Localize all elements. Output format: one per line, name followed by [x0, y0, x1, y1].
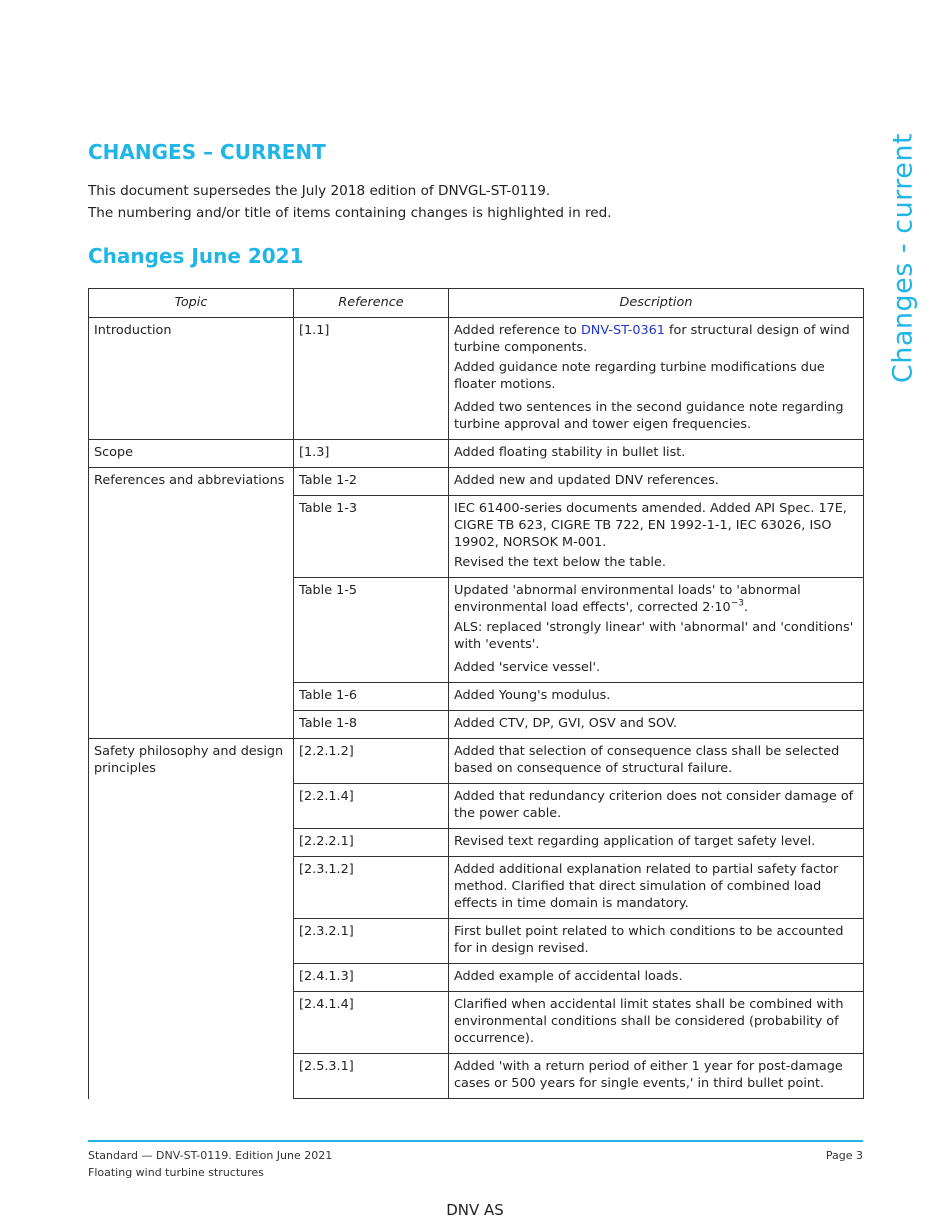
- description-cell: Added floating stability in bullet list.: [449, 440, 864, 468]
- description-text: IEC 61400-series documents amended. Added API Spec. 17E, CIGRE TB 623, CIGRE TB 722, EN 1992-1-1, IEC 63026, ISO 19902, NORSOK M-001.: [454, 501, 847, 550]
- reference-link[interactable]: Table 1-5: [294, 578, 449, 683]
- description-cell: Added 'with a return period of either 1 year for post-damage cases or 500 years for single events,' in third bullet point.: [449, 1054, 864, 1099]
- header-description: Description: [449, 289, 864, 318]
- section-heading: Changes June 2021: [88, 244, 304, 268]
- description-cell: Added additional explanation related to partial safety factor method. Clarified that direct simulation of combined load effects in time domain is mandatory.: [449, 857, 864, 919]
- description-text: [454, 582, 858, 616]
- reference-link[interactable]: [2.2.2.1]: [294, 829, 449, 857]
- description-text: ALS: replaced 'strongly linear' with 'abnormal' and 'conditions' with 'events'.: [454, 620, 854, 652]
- intro-line-2: The numbering and/or title of items containing changes is highlighted in red.: [88, 205, 612, 221]
- exponent: −3: [730, 598, 744, 609]
- description-fragment: Added reference to: [454, 323, 581, 338]
- footer-divider: [88, 1140, 863, 1142]
- description-text: Revised the text below the table.: [454, 555, 666, 570]
- description-cell: [449, 496, 864, 578]
- reference-link[interactable]: [2.5.3.1]: [294, 1054, 449, 1099]
- reference-link[interactable]: [2.4.1.4]: [294, 992, 449, 1054]
- description-text: Added guidance note regarding turbine modifications due floater motions.: [454, 360, 825, 392]
- table-row: [89, 318, 864, 440]
- intro-text: [88, 180, 612, 224]
- page-title: CHANGES – CURRENT: [88, 140, 326, 164]
- description-text: Added 'service vessel'.: [454, 660, 601, 675]
- table-row: [89, 468, 864, 496]
- description-cell: Added new and updated DNV references.: [449, 468, 864, 496]
- reference-link[interactable]: Table 1-2: [294, 468, 449, 496]
- topic-cell: Safety philosophy and design principles: [89, 739, 294, 1099]
- description-text: Added two sentences in the second guidance note regarding turbine approval and tower eigen frequencies.: [454, 400, 844, 432]
- header-topic: Topic: [89, 289, 294, 318]
- reference-link[interactable]: Table 1-3: [294, 496, 449, 578]
- footer-title: Floating wind turbine structures: [88, 1166, 264, 1179]
- reference-link[interactable]: [1.3]: [294, 440, 449, 468]
- reference-link[interactable]: Table 1-6: [294, 683, 449, 711]
- intro-line-1: This document supersedes the July 2018 edition of DNVGL-ST-0119.: [88, 183, 551, 199]
- reference-link[interactable]: [2.2.1.2]: [294, 739, 449, 784]
- company-name: DNV AS: [446, 1201, 504, 1219]
- reference-link[interactable]: [1.1]: [294, 318, 449, 440]
- page-number: Page 3: [825, 1149, 863, 1162]
- description-cell: [449, 318, 864, 440]
- reference-link[interactable]: [2.4.1.3]: [294, 964, 449, 992]
- topic-cell: Scope: [89, 440, 294, 468]
- changes-table: [88, 288, 864, 1099]
- table-header-row: [89, 289, 864, 318]
- description-cell: Clarified when accidental limit states shall be combined with environmental conditions shall be considered (probability of occurrence).: [449, 992, 864, 1054]
- description-fragment: .: [743, 600, 749, 615]
- footer-document-info: [88, 1147, 332, 1181]
- topic-cell: Introduction: [89, 318, 294, 440]
- side-section-label: Changes - current: [887, 132, 919, 384]
- description-cell: [449, 578, 864, 683]
- reference-link[interactable]: [2.3.1.2]: [294, 857, 449, 919]
- description-cell: Added that selection of consequence class shall be selected based on consequence of structural failure.: [449, 739, 864, 784]
- reference-link[interactable]: Table 1-8: [294, 711, 449, 739]
- description-cell: Added Young's modulus.: [449, 683, 864, 711]
- description-cell: Added CTV, DP, GVI, OSV and SOV.: [449, 711, 864, 739]
- footer-standard: Standard — DNV-ST-0119. Edition June 2021: [88, 1149, 333, 1162]
- table-row: [89, 739, 864, 784]
- header-reference: Reference: [294, 289, 449, 318]
- description-fragment: Updated 'abnormal environmental loads' to 'abnormal environmental load effects', corrected 2·10: [454, 583, 801, 615]
- description-text: [454, 322, 858, 356]
- description-cell: Added that redundancy criterion does not consider damage of the power cable.: [449, 784, 864, 829]
- description-cell: Revised text regarding application of target safety level.: [449, 829, 864, 857]
- standard-link[interactable]: DNV-ST-0361: [580, 323, 665, 338]
- description-cell: Added example of accidental loads.: [449, 964, 864, 992]
- description-fragment: for structural design of wind turbine components.: [454, 323, 850, 355]
- reference-link[interactable]: [2.2.1.4]: [294, 784, 449, 829]
- description-cell: First bullet point related to which conditions to be accounted for in design revised.: [449, 919, 864, 964]
- topic-cell: References and abbreviations: [89, 468, 294, 739]
- reference-link[interactable]: [2.3.2.1]: [294, 919, 449, 964]
- table-row: [89, 440, 864, 468]
